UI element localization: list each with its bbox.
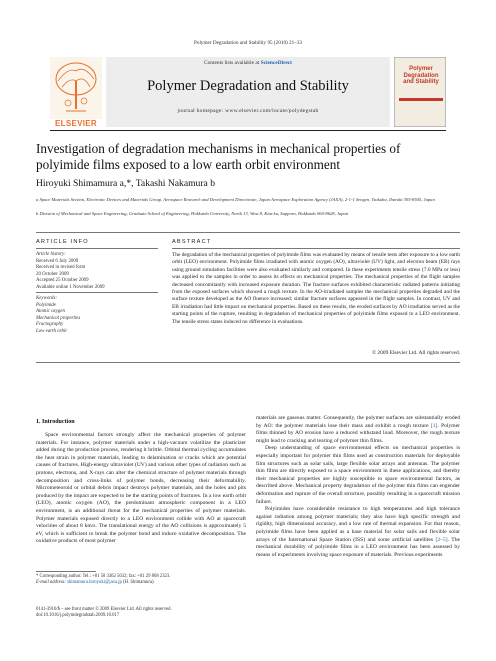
text-run: Polyimides have considerable resistance to high temperatures and high tolerance against radiation among polymer materials; they also have high specific strength and rigidity, high dimensional accuracy, and a low rate of thermal expansion. For that reason, polyimide films have been applied as a base material for solar sails and flexible solar arrays of the International Space Station (ISS) and some artificial satellites	[256, 506, 460, 543]
email-note	[36, 580, 246, 586]
author-list: Hiroyuki Shimamura a,*, Takashi Nakamura b	[36, 178, 215, 189]
corresponding-author-note: * Corresponding author. Tel.: +81 50 3362 5632; fax: +81 29 868 2323.	[36, 574, 171, 579]
footnotes	[36, 574, 246, 587]
intro-paragraph	[256, 506, 460, 559]
cover-title: Polymer Degradation and Stability	[403, 66, 439, 86]
elsevier-wordmark: ELSEVIER	[55, 119, 97, 128]
history-line: Available online 1 November 2009	[36, 284, 105, 290]
footnote-rule	[36, 571, 96, 572]
article-title: Investigation of degradation mechanisms in mechanical properties of polyimide films exposed to a low earth orbit environment	[36, 141, 401, 172]
history-line: Received in revised form	[36, 265, 86, 271]
journal-header	[50, 55, 446, 131]
email-suffix: (H. Shimamura).	[123, 580, 155, 586]
citation-link[interactable]: [2–5]	[435, 536, 448, 543]
abstract-text: The degradation of the mechanical properties of polyimide films was evaluated by means of tensile tests after exposure to a low earth orbit (LEO) environment. Polyimide films irradiated with atomic oxygen (AO), ultraviolet (UV) light, and electron beam (EB) rays using ground simulation facilities were also evaluated similarly and compared. In these experiments tensile stress (7.0 MPa or less) was applied to the samples in order to assess its effects on mechanical properties. The mechanical properties of the flight samples decreased concomitantly with increased exposure duration. The fracture surfaces exhibited characteristic radiated patterns initiating from the exposed surfaces which showed a rough texture. In the AO-irradiated samples the mechanical properties degraded and the surface texture developed as the AO fluence increased; similar fracture surfaces appeared in the flight samples. In contrast, UV and EB irradiation had little impact on mechanical properties. Based on these results, the eroded surfaces by AO irradiation served as the starting points of the rupture, resulting in degradation of mechanical properties of polyimide films exposed to a LEO environment. The tensile stress states induced no difference in evaluations.	[172, 252, 460, 325]
author-email-link[interactable]: shimamura.hiroyuki@jaxa.jp	[67, 580, 122, 586]
intro-paragraph: Space environmental factors strongly affect the mechanical properties of polymer materials. For instance, polymer materials under a high-vacuum volatilize the plasticizer added during the production process, rendering it brittle. Orbital thermal cycling accumulates the heat strain in polymer materials, leading to delamination or cracks which are potential causes of fractures. High-energy ultraviolet (UV) and various other types of radiation such as protons, electrons, and X-rays can alter the chemical structure of polymer materials through decomposition and cross-links of polymer bonds, decreasing their deformability. Micrometeoroid or orbital debris impact destroys polymer materials, and the holes and pits produced by the impact are expected to be the starting points of fractures. In a low earth orbit (LEO), atomic oxygen (AO), the predominant atmospheric component in a LEO environment, is an additional threat for the mechanical properties of polymer materials. Polymer materials exposed directly to a LEO environment collide with AO at spacecraft velocities of about 8 km/s. The translational energy of the AO collisions is approximately 5 eV, which is sufficient to break the polymer bond and induce oxidative decomposition. The oxidative products of most polymer	[36, 432, 246, 545]
sciencedirect-link[interactable]: ScienceDirect	[260, 60, 292, 66]
elsevier-tree-logo	[50, 57, 102, 119]
keywords-block	[36, 296, 158, 336]
intro-right-column	[256, 415, 460, 559]
history-line: Accepted 25 October 2009	[36, 278, 89, 284]
history-line: Received 6 July 2009	[36, 258, 79, 264]
text-run: . The mechanical durability of polyimide films in a LEO environment has been assessed by means of experiments involving space exposure of materials. Previous experiments	[256, 536, 460, 558]
email-label: E-mail address:	[36, 580, 66, 586]
keyword: Atomic oxygen	[36, 309, 65, 315]
journal-cover-thumbnail	[394, 57, 446, 127]
article-history	[36, 252, 158, 292]
keyword: Low earth orbit	[36, 328, 67, 334]
issn-line: 0141-3910/$ – see front matter © 2009 Elsevier Ltd. All rights reserved.	[36, 607, 172, 612]
keywords-label: Keywords:	[36, 296, 58, 301]
abstract-heading: ABSTRACT	[172, 239, 212, 245]
article-info-heading: ARTICLE INFO	[36, 239, 89, 245]
keyword: Mechanical properties	[36, 315, 81, 321]
abstract-copyright: © 2009 Elsevier Ltd. All rights reserved.	[372, 350, 460, 356]
keyword: Polyimide	[36, 302, 56, 308]
contents-list-line	[106, 60, 390, 66]
divider-abstract	[172, 248, 460, 249]
journal-title: Polymer Degradation and Stability	[147, 78, 349, 94]
intro-paragraph	[256, 415, 460, 445]
contents-prefix: Contents lists available at	[204, 60, 260, 66]
divider-top	[36, 232, 460, 233]
history-line: 20 October 2009	[36, 271, 69, 277]
citation-link[interactable]: [1]	[430, 422, 438, 429]
intro-paragraph: Deep understanding of space environmental effects on mechanical properties is especially important for polymer thin films used as construction materials for deployable film structures such as solar sails, large flexible solar arrays and antennas. The polymer thin films are directly exposed to a space environment in these applications, and thereby their mechanical properties are highly susceptible to space environmental factors, as described above. Mechanical property degradation of the polymer thin films can engender deformation and rupture of the overall structure, possibly resulting in a spacecraft mission failure.	[256, 445, 460, 505]
journal-homepage-link[interactable]: journal homepage: www.elsevier.com/locate/polydegstab	[177, 108, 319, 114]
journal-masthead	[106, 57, 390, 127]
divider-keywords	[36, 292, 158, 293]
issn-block	[36, 607, 266, 620]
history-label: Article history:	[36, 252, 66, 257]
running-head: Polymer Degradation and Stability 95 (2010) 21–33	[193, 40, 303, 46]
divider-info	[36, 248, 158, 249]
affiliation-a: a Space Materials Section, Electronic Devices and Materials Group, Aerospace Research and Development Directorate, Japan Aerospace Exploration Agency (JAXA), 2-1-1 Sengen, Tsukuba, Ibaraki 305-8505, Japan	[36, 197, 435, 202]
keyword: Fractography	[36, 322, 64, 328]
introduction-heading: 1. Introduction	[36, 419, 75, 425]
affiliation-b: b Division of Mechanical and Space Engineering, Graduate School of Engineering, Hokkaido University, North 13, West 8, Kita-ku, Sapporo, Hokkaido 060-8628, Japan	[36, 211, 349, 216]
cover-accent-bar	[399, 98, 443, 101]
text-run: . Polymer films thinned by AO erosion have a reduced withstand load. Moreover, the rough texture might lead to cracking and tearing of polymer thin films.	[256, 422, 460, 444]
intro-left-column	[36, 432, 246, 546]
divider-bottom	[36, 362, 460, 363]
doi-line: doi:10.1016/j.polymdegradstab.2009.10.017	[36, 613, 120, 619]
text-run: materials are gaseous matter. Consequently, the polymer surfaces are substantially eroded by AO: the polymer materials lose their mass and exhibit a rough texture	[256, 415, 460, 429]
